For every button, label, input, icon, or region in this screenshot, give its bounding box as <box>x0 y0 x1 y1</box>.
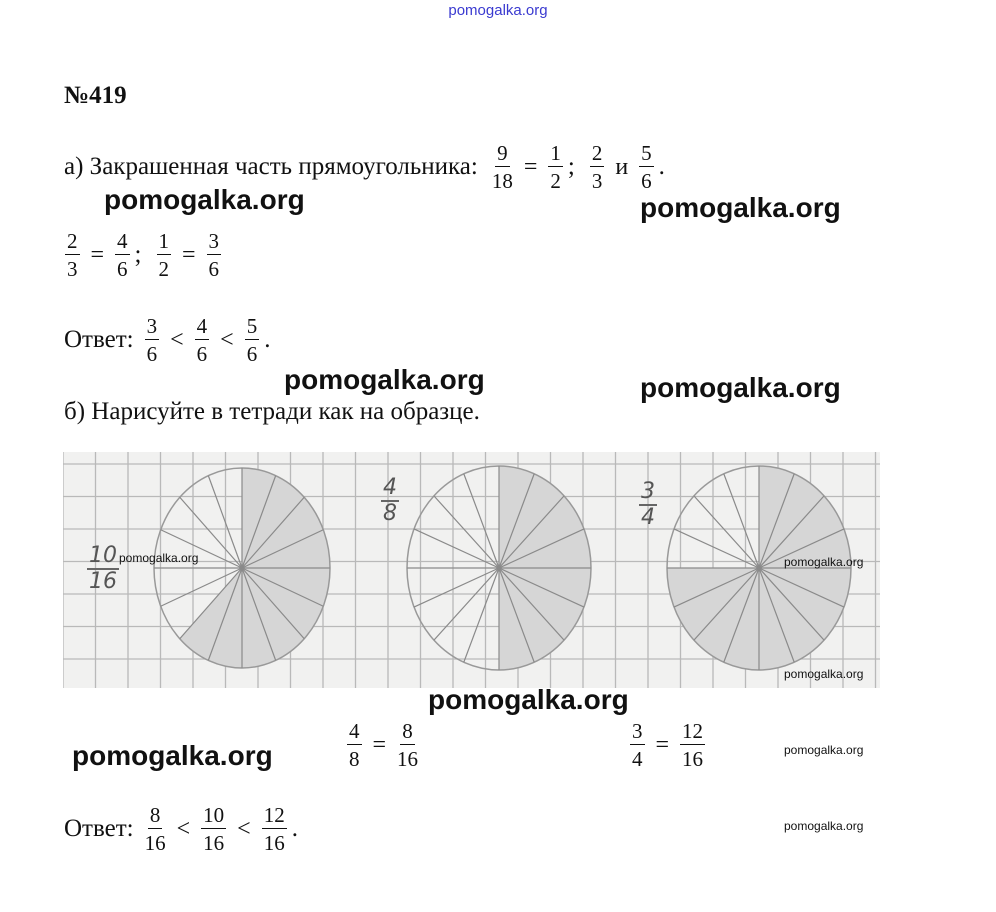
numerator: 3 <box>207 230 222 255</box>
answer-b <box>64 804 298 854</box>
numerator: 8 <box>400 720 415 745</box>
watermark: pomogalka.org <box>104 184 305 215</box>
answer-label: Ответ: <box>64 326 134 354</box>
less-than-sign: < <box>176 815 191 842</box>
numerator: 2 <box>65 230 80 255</box>
watermark: pomogalka.org <box>784 555 864 569</box>
denominator: 16 <box>682 747 704 772</box>
numerator: 4 <box>115 230 130 255</box>
fraction <box>630 720 645 770</box>
equals-sign: = <box>182 241 196 268</box>
fraction <box>157 230 172 280</box>
watermark: pomogalka.org <box>428 684 629 715</box>
equation-4-8 <box>342 720 423 770</box>
numerator: 4 <box>381 476 399 502</box>
handwritten-label-3-4 <box>639 480 657 530</box>
numerator: 1 <box>548 142 563 167</box>
notebook-drawing <box>63 452 880 688</box>
denominator: 16 <box>397 747 419 772</box>
less-than-sign: < <box>170 326 184 353</box>
denominator: 16 <box>203 831 225 856</box>
numerator: 5 <box>639 142 654 167</box>
denominator: 2 <box>550 169 561 194</box>
fraction <box>639 142 654 192</box>
less-than-sign: < <box>237 815 251 842</box>
denominator: 3 <box>591 169 603 194</box>
separator: ; <box>567 153 575 181</box>
numerator: 10 <box>87 544 119 570</box>
equals-sign: = <box>523 153 538 180</box>
fraction <box>145 804 166 854</box>
fraction <box>397 720 418 770</box>
fraction <box>201 804 226 854</box>
fraction <box>548 142 563 192</box>
denominator: 6 <box>117 257 128 282</box>
fraction <box>65 230 80 280</box>
denominator: 8 <box>349 747 360 772</box>
watermark: pomogalka.org <box>784 819 864 833</box>
numerator: 3 <box>630 720 645 745</box>
equals-sign: = <box>90 241 105 268</box>
watermark: pomogalka.org <box>784 743 864 757</box>
fraction <box>145 315 160 365</box>
radius-line <box>694 496 759 568</box>
fraction <box>347 720 362 770</box>
fraction <box>207 230 222 280</box>
numerator: 5 <box>245 315 260 340</box>
denominator: 6 <box>246 342 258 367</box>
numerator: 10 <box>201 804 226 829</box>
denominator: 8 <box>383 501 397 527</box>
numerator: 3 <box>145 315 160 340</box>
denominator: 2 <box>158 257 169 282</box>
problem-number: №419 <box>64 82 127 109</box>
fraction <box>245 315 260 365</box>
numerator: 3 <box>639 480 657 506</box>
equivalence-line <box>60 230 226 280</box>
denominator: 16 <box>263 831 285 856</box>
watermark: pomogalka.org <box>640 372 841 403</box>
numerator: 9 <box>495 142 510 167</box>
denominator: 16 <box>89 569 117 595</box>
denominator: 6 <box>208 257 220 282</box>
fraction <box>590 142 605 192</box>
answer-label: Ответ: <box>64 815 134 843</box>
period: . <box>291 815 298 843</box>
watermark: pomogalka.org <box>784 667 864 681</box>
numerator: 1 <box>157 230 172 255</box>
and-word: и <box>615 153 629 180</box>
denominator: 6 <box>146 342 158 367</box>
fraction <box>115 230 130 280</box>
denominator: 18 <box>491 169 513 194</box>
denominator: 4 <box>632 747 643 772</box>
numerator: 4 <box>195 315 210 340</box>
watermark: pomogalka.org <box>119 551 199 565</box>
equation-3-4 <box>625 720 710 770</box>
handwritten-label-10-16 <box>87 544 119 594</box>
radius-line <box>434 496 499 568</box>
part-a-text: а) Закрашенная часть прямоугольника: <box>64 153 478 181</box>
separator: ; <box>134 241 142 269</box>
numerator: 12 <box>680 720 705 745</box>
denominator: 6 <box>196 342 208 367</box>
denominator: 16 <box>144 831 166 856</box>
numerator: 12 <box>262 804 287 829</box>
denominator: 3 <box>67 257 78 282</box>
watermark-top[interactable]: pomogalka.org <box>448 2 548 19</box>
equals-sign: = <box>655 731 670 758</box>
period: . <box>264 326 271 354</box>
watermark: pomogalka.org <box>72 740 273 771</box>
denominator: 6 <box>641 169 652 194</box>
part-b-text: б) Нарисуйте в тетради как на образце. <box>64 398 480 425</box>
fraction <box>492 142 513 192</box>
answer-a <box>64 315 270 365</box>
numerator: 4 <box>347 720 362 745</box>
period: . <box>658 153 665 181</box>
circles-drawing <box>63 452 880 688</box>
radius-line <box>434 568 499 640</box>
handwritten-label-4-8 <box>381 476 399 526</box>
watermark: pomogalka.org <box>284 364 485 395</box>
denominator: 4 <box>641 505 655 531</box>
equals-sign: = <box>372 731 387 758</box>
watermark: pomogalka.org <box>640 192 841 223</box>
numerator: 2 <box>590 142 605 167</box>
fraction <box>195 315 210 365</box>
less-than-sign: < <box>220 326 234 353</box>
fraction <box>262 804 287 854</box>
numerator: 8 <box>148 804 163 829</box>
fraction <box>680 720 705 770</box>
